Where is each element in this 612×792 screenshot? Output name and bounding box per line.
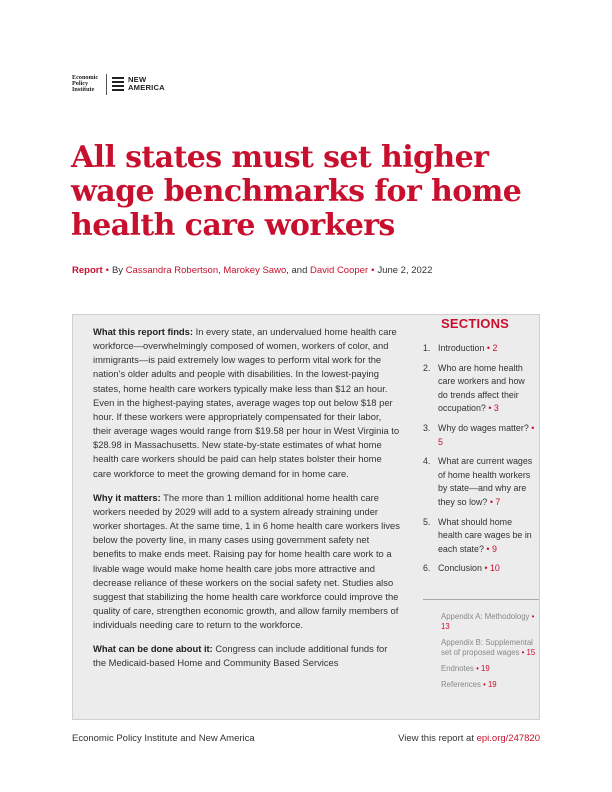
- appendix-item[interactable]: [441, 664, 539, 674]
- report-type-link[interactable]: Report: [72, 265, 103, 276]
- sections-heading: SECTIONS: [441, 316, 510, 331]
- report-url-link[interactable]: epi.org/247820: [476, 733, 540, 744]
- toc-bullet: •: [488, 403, 492, 414]
- new-america-logo[interactable]: [112, 76, 165, 92]
- toc-number: 3.: [423, 422, 431, 433]
- author-link[interactable]: David Cooper: [310, 265, 369, 276]
- toc-bullet: •: [483, 680, 486, 689]
- byline-by: By: [111, 265, 124, 276]
- toc-label: What should home health care wages be in each state?: [438, 516, 532, 554]
- author-link[interactable]: Cassandra Robertson: [125, 265, 219, 276]
- sections-list: [423, 342, 535, 582]
- summary-paragraph-finds: [93, 325, 401, 481]
- byline-comma: ,: [218, 265, 221, 276]
- report-summary: [93, 325, 401, 681]
- report-title: All states must set higher wage benchmarks for home health care workers: [71, 140, 522, 243]
- toc-item[interactable]: [423, 562, 535, 576]
- toc-item[interactable]: [423, 422, 535, 449]
- toc-bullet: •: [521, 648, 525, 657]
- summary-paragraph-matters: [93, 491, 401, 633]
- appendix-item[interactable]: [441, 612, 539, 632]
- epi-logo-line: Policy: [72, 79, 89, 87]
- toc-page-link[interactable]: 9: [491, 543, 497, 554]
- epi-logo[interactable]: [72, 75, 102, 94]
- toc-bullet: •: [484, 563, 488, 574]
- toc-bullet: •: [486, 543, 490, 554]
- appendix-list: [441, 612, 539, 696]
- footer-prefix: View this report at: [398, 733, 477, 744]
- summary-paragraph-done: [93, 642, 401, 670]
- toc-number: 4.: [423, 456, 431, 467]
- toc-number: 6.: [423, 563, 431, 574]
- toc-page-link[interactable]: 3: [493, 403, 499, 414]
- new-america-mark-icon: [112, 77, 124, 91]
- appendix-item[interactable]: [441, 638, 539, 658]
- toc-bullet: •: [531, 612, 535, 621]
- toc-page-link[interactable]: 5: [438, 436, 443, 447]
- toc-item[interactable]: [423, 362, 535, 416]
- toc-label: Conclusion: [438, 563, 482, 574]
- author-link[interactable]: Marokey Sawo: [223, 265, 287, 276]
- logo-divider: [106, 74, 107, 95]
- appendix-page-link[interactable]: 15: [526, 648, 536, 657]
- toc-bullet: •: [489, 496, 493, 507]
- byline: [72, 265, 432, 276]
- summary-text: The more than 1 million additional home health care workers needed by 2029 will add to a system already straining under worker shortages. At the same time, 1 in 6 home health care workers lives below the poverty line, in many cases using government safety net benefits to make ends meet. Raising pay for home health care work to a livable wage would make home health care jobs more attractive and decrease reliance of these workers on the social safety net. Studies also suggest that stabilizing the home health care workforce could improve the quality of care, strengthen economic growth, and allow family members of individuals needing care to return to the workforce.: [93, 491, 400, 631]
- bullet-separator: •: [105, 265, 109, 276]
- summary-text: Congress can include additional funds for the Medicaid-based Home and Community Based Services: [93, 643, 388, 669]
- toc-divider: [423, 599, 539, 600]
- toc-number: 2.: [423, 362, 431, 373]
- report-date: June 2, 2022: [377, 265, 433, 276]
- summary-text: In every state, an undervalued home health care workforce—overwhelmingly composed of women, workers of color, and immigrants—is paid extremely low wages to perform vital work for the nation’s older adults and people with disabilities. In the lowest-paying states, home health care workers typically make less than $12 an hour. Even in the highest-paying states, average wages top out below $18 per hour. If these workers were appropriately compensated for their labor, their average wages would range from $19.58 per hour in West Virginia to $28.98 in Massachusetts. New state-by-state estimates of what home health care workers should be paid can help states bolster their home care workforce to meet the growing demand for in home care.: [93, 326, 400, 479]
- bullet-separator: •: [371, 265, 375, 276]
- appendix-label: Appendix A: Methodology: [441, 612, 530, 621]
- toc-label: What are current wages of home health workers by state—and why are they so low?: [438, 456, 533, 507]
- appendix-page-link[interactable]: 19: [481, 664, 490, 673]
- new-america-wordmark: [128, 76, 165, 92]
- toc-number: 5.: [423, 516, 431, 527]
- toc-page-link[interactable]: 2: [492, 343, 498, 353]
- appendix-label: Endnotes: [441, 664, 474, 673]
- summary-label: What can be done about it:: [93, 643, 213, 655]
- toc-bullet: •: [531, 422, 535, 433]
- toc-page-link[interactable]: 7: [495, 496, 501, 507]
- appendix-item[interactable]: [441, 680, 539, 690]
- header-logos: [72, 73, 165, 95]
- summary-box: [72, 314, 540, 720]
- epi-logo-line: Institute: [72, 86, 95, 94]
- summary-label: What this report finds:: [93, 326, 193, 337]
- footer-publisher: Economic Policy Institute and New America: [72, 733, 255, 744]
- toc-label: Introduction: [438, 343, 485, 353]
- appendix-label: Appendix B: Supplemental set of proposed wages: [441, 638, 533, 657]
- toc-page-link[interactable]: 10: [489, 563, 500, 574]
- epi-logo-line: Economic: [72, 73, 99, 81]
- toc-item[interactable]: [423, 516, 535, 557]
- appendix-label: References: [441, 680, 481, 689]
- appendix-page-link[interactable]: 13: [441, 622, 450, 631]
- toc-item[interactable]: [423, 455, 535, 509]
- toc-label: Who are home health care workers and how do trends affect their occupation?: [438, 362, 525, 414]
- byline-and: , and: [286, 265, 308, 276]
- new-america-line: NEW: [128, 75, 147, 84]
- toc-item[interactable]: [423, 342, 535, 356]
- appendix-page-link[interactable]: 19: [487, 680, 497, 689]
- footer-report-link: [390, 733, 540, 744]
- toc-bullet: •: [476, 664, 479, 673]
- summary-label: Why it matters:: [93, 491, 161, 503]
- new-america-line: AMERICA: [128, 83, 165, 92]
- toc-number: 1.: [423, 343, 431, 353]
- toc-bullet: •: [486, 343, 490, 353]
- toc-label: Why do wages matter?: [438, 422, 529, 433]
